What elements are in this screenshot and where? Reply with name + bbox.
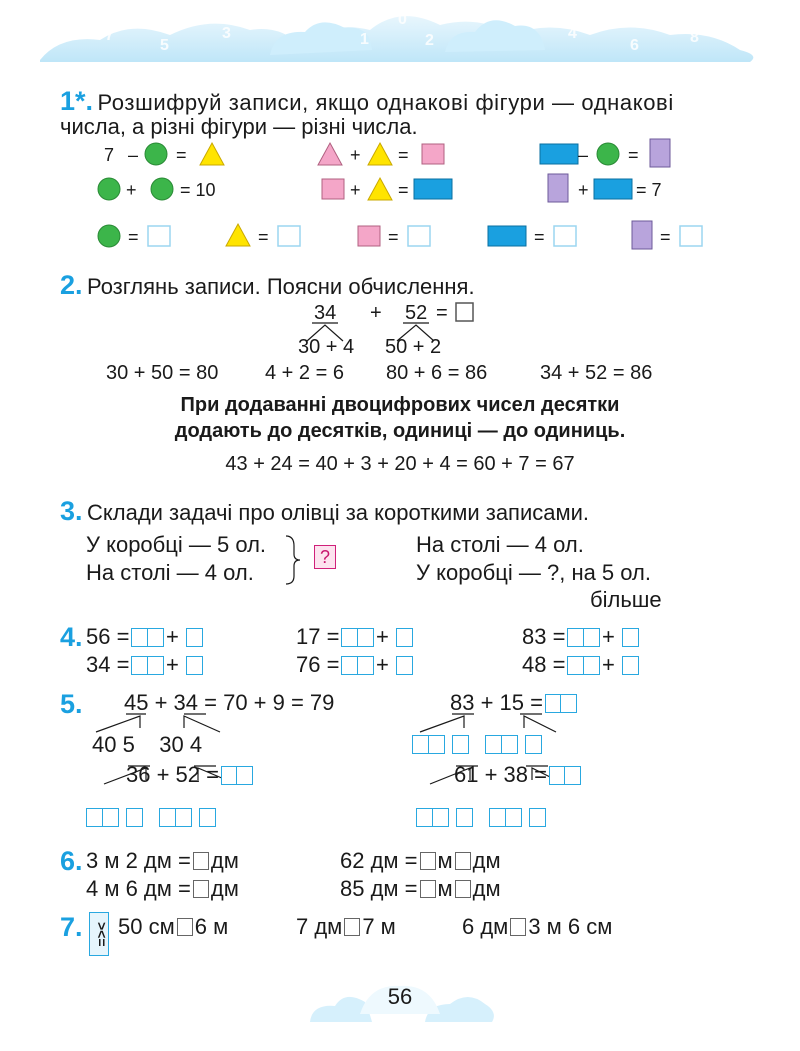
task4-item: 48 = + [522,652,640,681]
purple-rectangle [548,174,568,202]
svg-text:80 + 6 = 86: 80 + 6 = 86 [386,362,488,384]
task1-seven: 7 [104,145,115,165]
green-circle [98,225,120,247]
blue-rectangle [488,226,526,246]
task4-item: 34 = + [86,652,204,681]
rule-line2: додають до десятків, одиниці — до одиниць. [174,420,626,442]
svg-text:=: = [388,227,399,247]
green-circle [151,178,173,200]
answer-box [554,226,576,246]
short-record-left-1: У коробці — 5 ол. [86,532,267,557]
task1-ten: = 10 [180,180,216,200]
svg-text:=: = [436,302,448,324]
task6-number: 6. [60,846,83,876]
task6-item: 85 дм = м дм [340,876,501,901]
blue-rectangle [594,179,632,199]
task5-number: 5. [60,689,83,719]
answer-box [408,226,430,246]
task6-item: 62 дм = м дм [340,848,501,873]
short-record-right-1: На столі — 4 ол. [416,532,584,557]
svg-text:+: + [126,180,137,200]
task-title: Розглянь записи. Поясни обчислення. [86,274,475,299]
cloud-digit: 6 [630,37,639,54]
answer-box [278,226,300,246]
svg-text:–: – [578,145,589,165]
cloud-digit: 8 [690,29,699,46]
svg-text:+: + [350,145,361,165]
rule-line1: При додаванні двоцифрових чисел десятки [180,394,620,416]
short-record-right-2: У коробці — ?, на 5 ол. [416,560,651,585]
cloud-digit: 2 [425,32,434,49]
short-record-left-2: На столі — 4 ол. [86,560,254,585]
task3-title-row [60,496,589,527]
task1-seven-result: = 7 [636,180,662,200]
svg-text:+: + [350,180,361,200]
svg-text:=: = [128,227,139,247]
svg-text:50 + 2: 50 + 2 [385,336,442,358]
yellow-triangle [368,178,392,200]
yellow-triangle [368,143,392,165]
task1-text-line2: числа, а різні фігури — різні числа. [60,114,418,139]
cloud-digit: 7 [105,27,114,44]
pink-square [322,179,344,199]
task2-expression [0,296,800,386]
svg-text:–: – [128,145,139,165]
svg-text:34: 34 [314,302,337,324]
svg-text:+: + [578,180,589,200]
yellow-triangle [226,224,250,246]
task-number: 3. [60,496,83,526]
svg-text:4 + 2 = 6: 4 + 2 = 6 [265,362,344,384]
task-text: Розшифруй записи, якщо однакові фігури — однакові [97,90,674,115]
pink-square [422,144,444,164]
svg-text:30 + 4: 30 + 4 [298,336,355,358]
answer-box [148,226,170,246]
task7-item: 6 дм 3 м 6 см [462,914,613,939]
green-circle [597,143,619,165]
svg-text:=: = [660,227,671,247]
task5-example: 83 + 15 = [450,690,579,719]
example: 43 + 24 = 40 + 3 + 20 + 4 = 60 + 7 = 67 [225,453,575,475]
blue-rectangle [540,144,578,164]
answer-boxes [84,808,217,832]
task6-item: 4 м 6 дм = дм [86,876,239,901]
task-number: 2. [60,270,83,300]
page-number: 56 [387,984,413,1009]
answer-boxes [414,808,547,832]
pink-triangle [318,143,342,165]
answer-box [680,226,702,246]
svg-text:52: 52 [405,302,428,324]
short-record-right-3: більше [590,587,662,612]
cloud-digit: 1 [360,31,369,48]
svg-text:34 + 52 = 86: 34 + 52 = 86 [540,362,653,384]
task7-item: 7 дм 7 м [296,914,396,939]
compare-signs-box: ><= [89,912,109,956]
cloud-digit: 3 [222,25,231,42]
answer-boxes [410,735,543,759]
pink-square [358,226,380,246]
task5-example: 45 + 34 = 70 + 9 = 79 [124,690,335,715]
green-circle [145,143,167,165]
task6-item: 3 м 2 дм = дм [86,848,239,873]
task4-number: 4. [60,622,83,652]
task4-item: 83 = + [522,624,640,653]
task5-example: 36 + 52 = [126,762,255,791]
task-title: Склади задачі про олівці за короткими записами. [86,500,590,525]
task7-number: 7. [60,912,83,942]
svg-text:=: = [398,180,409,200]
svg-text:+: + [370,302,382,324]
task5-split: 40 5 30 4 [92,732,203,757]
header-clouds [0,0,800,75]
task1-figures [0,135,800,255]
task-number: 1*. [60,86,94,116]
yellow-triangle [200,143,224,165]
task4-item: 17 = + [296,624,414,653]
svg-text:=: = [398,145,409,165]
svg-text:=: = [628,145,639,165]
cloud-digit: 4 [568,25,577,42]
task7-item: 50 см 6 м [118,914,229,939]
task4-item: 76 = + [296,652,414,681]
svg-text:30 + 50 = 80: 30 + 50 = 80 [106,362,219,384]
task5-example: 61 + 38 = [454,762,583,791]
purple-rectangle [650,139,670,167]
svg-text:=: = [258,227,269,247]
task1-text [60,86,750,117]
svg-text:=: = [534,227,545,247]
cloud-digit: 0 [398,11,407,28]
cloud-digit: 5 [160,37,169,54]
question-box: ? [314,545,336,569]
green-circle [98,178,120,200]
svg-text:=: = [176,145,187,165]
task4-item: 56 = + [86,624,204,653]
purple-rectangle [632,221,652,249]
blue-rectangle [414,179,452,199]
